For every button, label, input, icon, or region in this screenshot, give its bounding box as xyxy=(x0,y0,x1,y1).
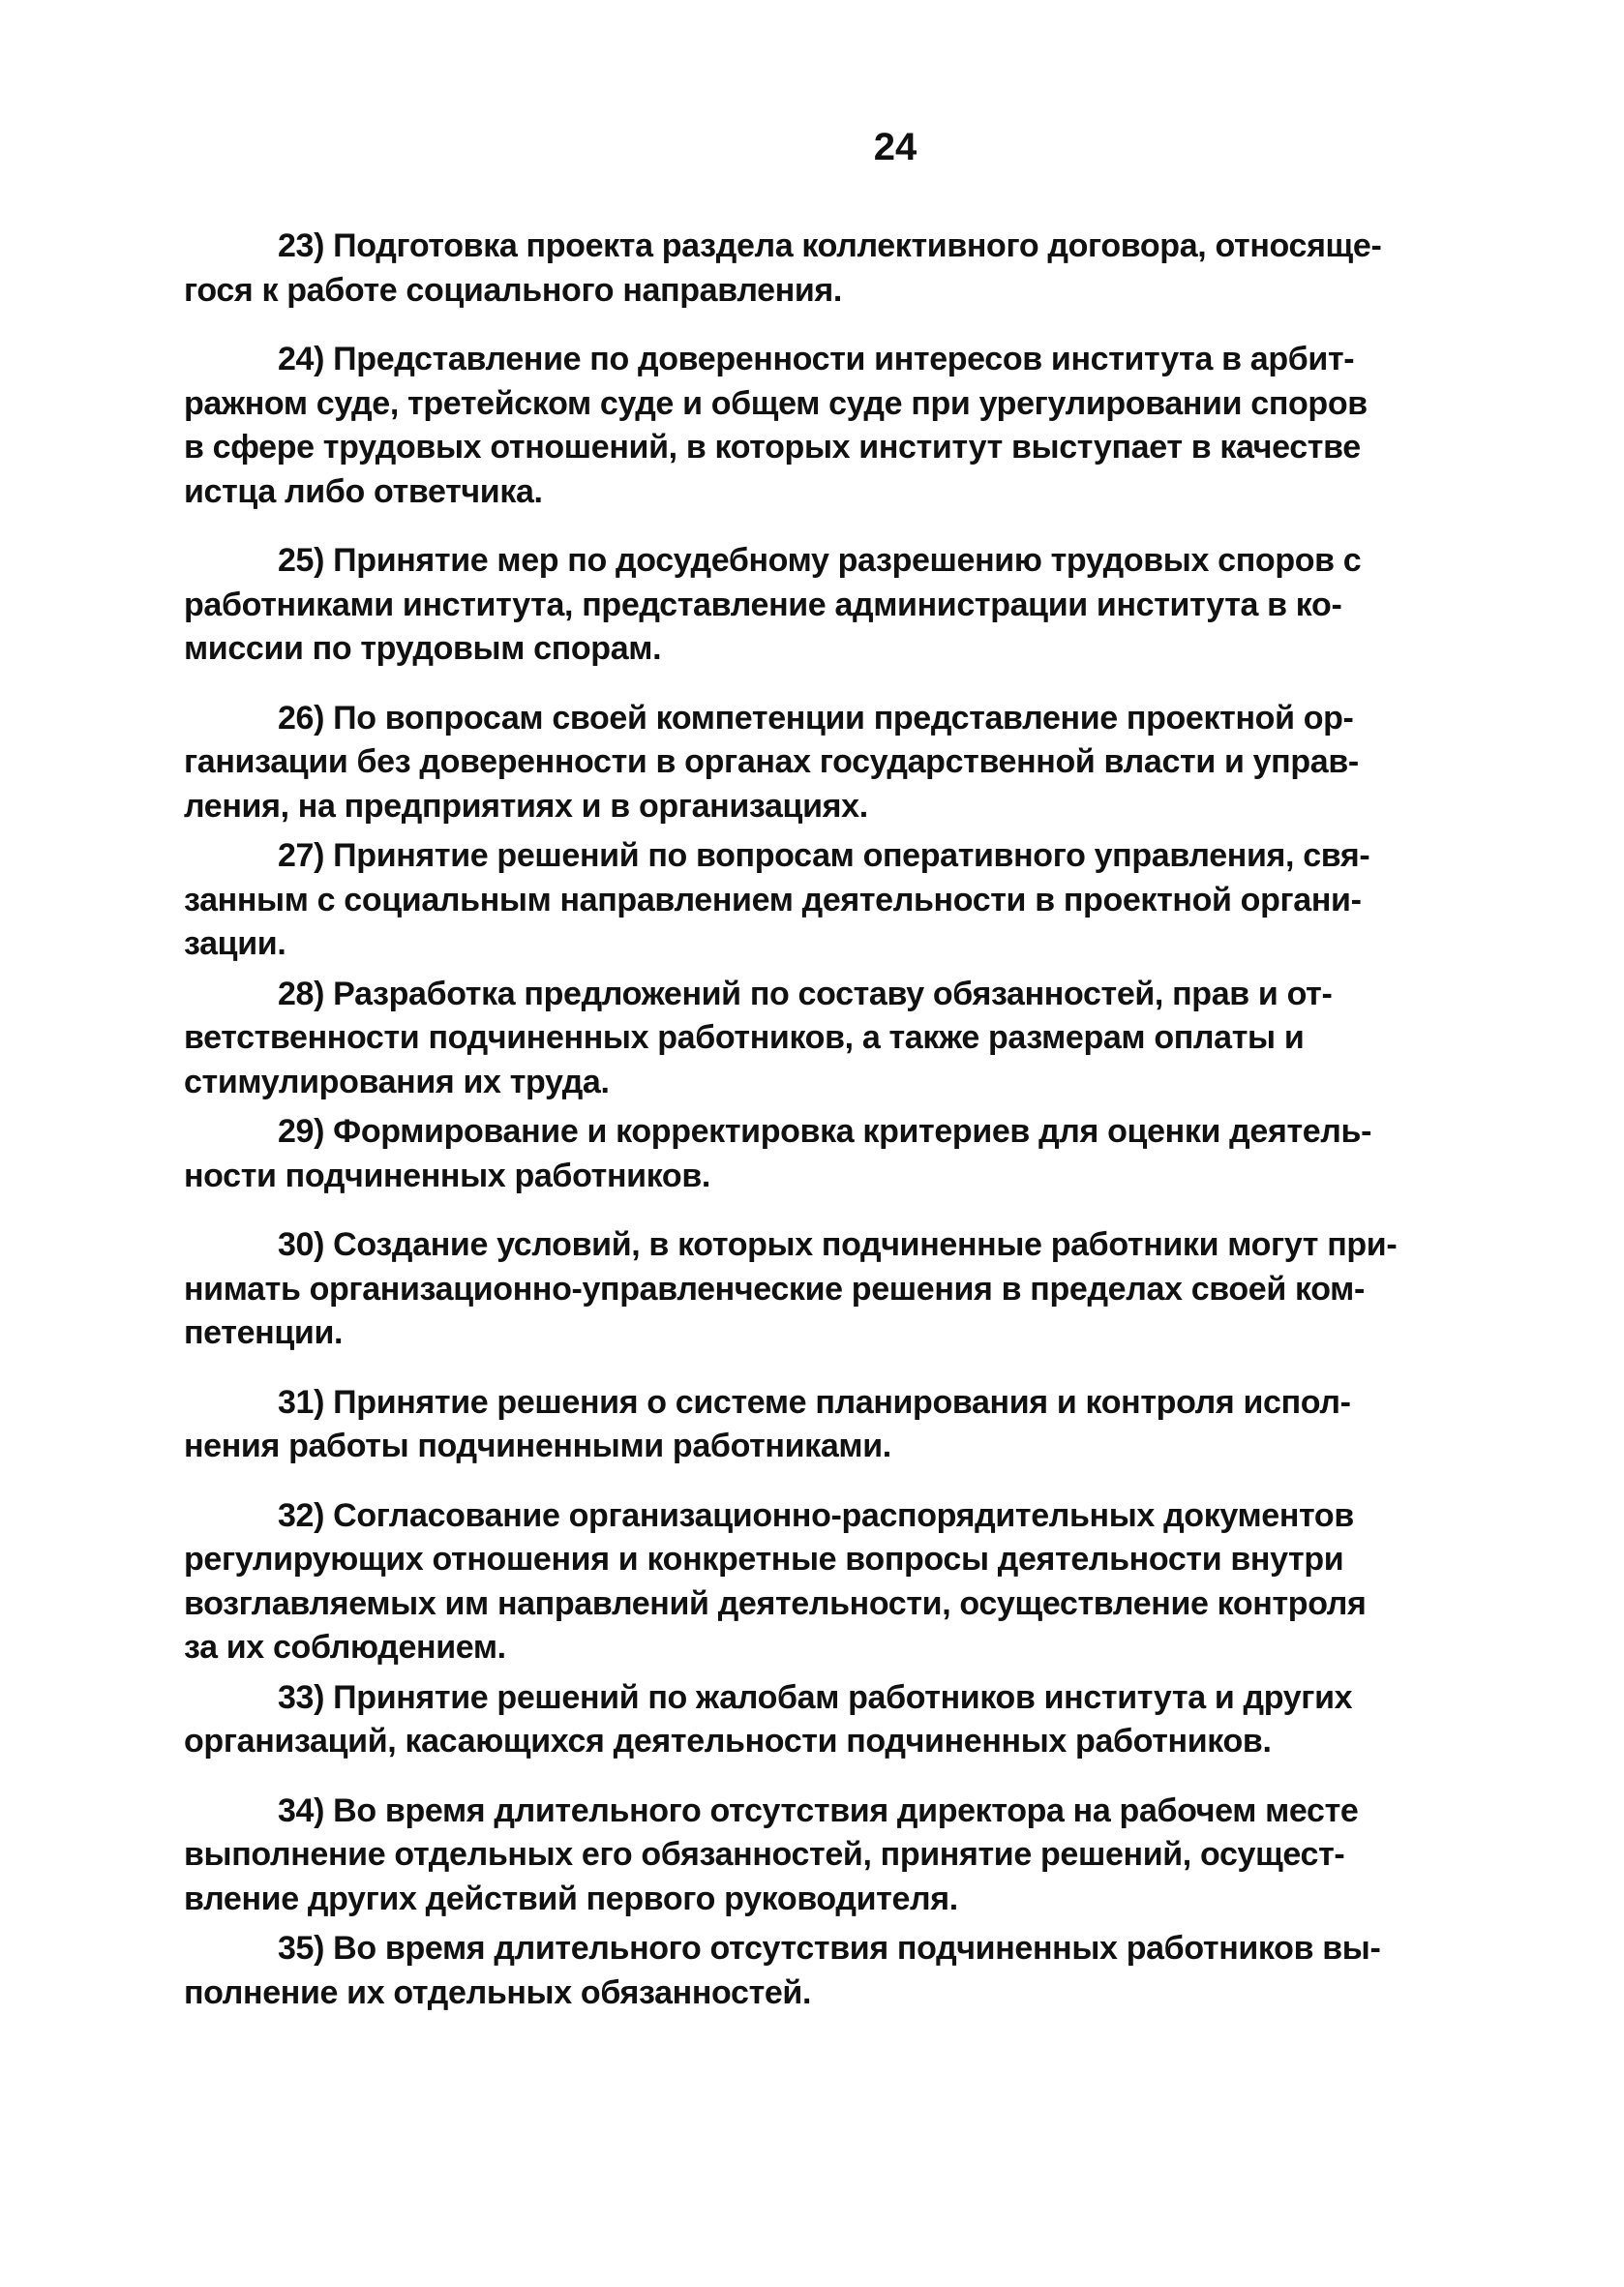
list-item-32 xyxy=(184,1494,1473,1670)
item-31-line-2: нения работы подчиненными работниками. xyxy=(184,1428,891,1464)
item-35-line-2: полнение их отдельных обязанностей. xyxy=(184,1973,812,2011)
list-item-23 xyxy=(184,225,1473,313)
item-28-line-3: стимулирования их труда. xyxy=(184,1063,610,1100)
list-item-27 xyxy=(184,834,1473,967)
item-32-line-1: 32) Согласование организационно-распорядительных документов xyxy=(278,1496,1354,1534)
item-24-line-3: в сфере трудовых отношений, в которых институт выступает в качестве xyxy=(184,429,1361,466)
item-34-line-3: вление других действий первого руководителя. xyxy=(184,1880,958,1917)
item-33-line-2: организаций, касающихся деятельности подчиненных работников. xyxy=(184,1723,1272,1760)
item-34-line-1: 34) Во время длительного отсутствия директора на рабочем месте xyxy=(278,1791,1359,1829)
item-24-line-2: ражном суде, третейском суде и общем суде при урегулировании споров xyxy=(184,384,1368,422)
item-24-line-1: 24) Представление по доверенности интересов института в арбит- xyxy=(278,341,1355,377)
item-32-line-4: за их соблюдением. xyxy=(184,1629,506,1666)
item-27-line-3: зации. xyxy=(184,925,286,962)
item-29-line-2: ности подчиненных работников. xyxy=(184,1157,710,1194)
item-27-line-1: 27) Принятие решений по вопросам оперативного управления, свя- xyxy=(278,837,1370,874)
item-23-line-1: 23) Подготовка проекта раздела коллективного договора, относяще- xyxy=(278,227,1382,264)
list-item-24 xyxy=(184,338,1473,514)
item-23-line-2: гося к работе социального направления. xyxy=(184,271,843,309)
item-30-line-3: петенции. xyxy=(184,1314,344,1351)
item-30-line-2: нимать организационно-управленческие решения в пределах своей ком- xyxy=(184,1270,1365,1308)
item-28-line-2: ветственности подчиненных работников, а также размерам оплаты и xyxy=(184,1019,1305,1056)
item-29-line-1: 29) Формирование и корректировка критериев для оценки деятель- xyxy=(278,1113,1372,1150)
item-25-line-2: работниками института, представление администрации института в ко- xyxy=(184,586,1342,623)
list-item-30 xyxy=(184,1223,1473,1356)
list-item-25 xyxy=(184,539,1473,672)
list-item-34 xyxy=(184,1790,1473,1922)
item-31-line-1: 31) Принятие решения о системе планирования и контроля испол- xyxy=(278,1383,1351,1421)
item-33-line-1: 33) Принятие решений по жалобам работников института и других xyxy=(278,1678,1353,1716)
item-25-line-1: 25) Принятие мер по досудебному разрешению трудовых споров с xyxy=(278,542,1362,579)
list-item-28 xyxy=(184,973,1473,1105)
list-item-33 xyxy=(184,1676,1473,1764)
page-number: 24 xyxy=(873,126,917,168)
item-34-line-2: выполнение отдельных его обязанностей, принятие решений, осущест- xyxy=(184,1836,1345,1873)
item-30-line-1: 30) Создание условий, в которых подчиненные работники могут при- xyxy=(278,1226,1398,1263)
item-27-line-2: занным с социальным направлением деятельности в проектной органи- xyxy=(184,881,1362,918)
list-item-26 xyxy=(184,697,1473,829)
item-24-line-4: истца либо ответчика. xyxy=(184,472,543,510)
item-25-line-3: миссии по трудовым спорам. xyxy=(184,630,662,667)
item-26-line-1: 26) По вопросам своей компетенции представление проектной ор- xyxy=(278,699,1354,737)
item-26-line-2: ганизации без доверенности в органах государственной власти и управ- xyxy=(184,743,1359,780)
list-item-35 xyxy=(184,1927,1473,2015)
item-32-line-2: регулирующих отношения и конкретные вопросы деятельности внутри xyxy=(184,1541,1344,1578)
duty-list xyxy=(184,225,1473,2015)
item-32-line-3: возглавляемых им направлений деятельности, осуществление контроля xyxy=(184,1584,1367,1622)
list-item-31 xyxy=(184,1381,1473,1469)
list-item-29 xyxy=(184,1110,1473,1198)
item-28-line-1: 28) Разработка предложений по составу обязанностей, прав и от- xyxy=(278,975,1333,1012)
item-35-line-1: 35) Во время длительного отсутствия подчиненных работников вы- xyxy=(278,1930,1381,1967)
item-26-line-3: ления, на предприятиях и в организациях. xyxy=(184,787,868,825)
